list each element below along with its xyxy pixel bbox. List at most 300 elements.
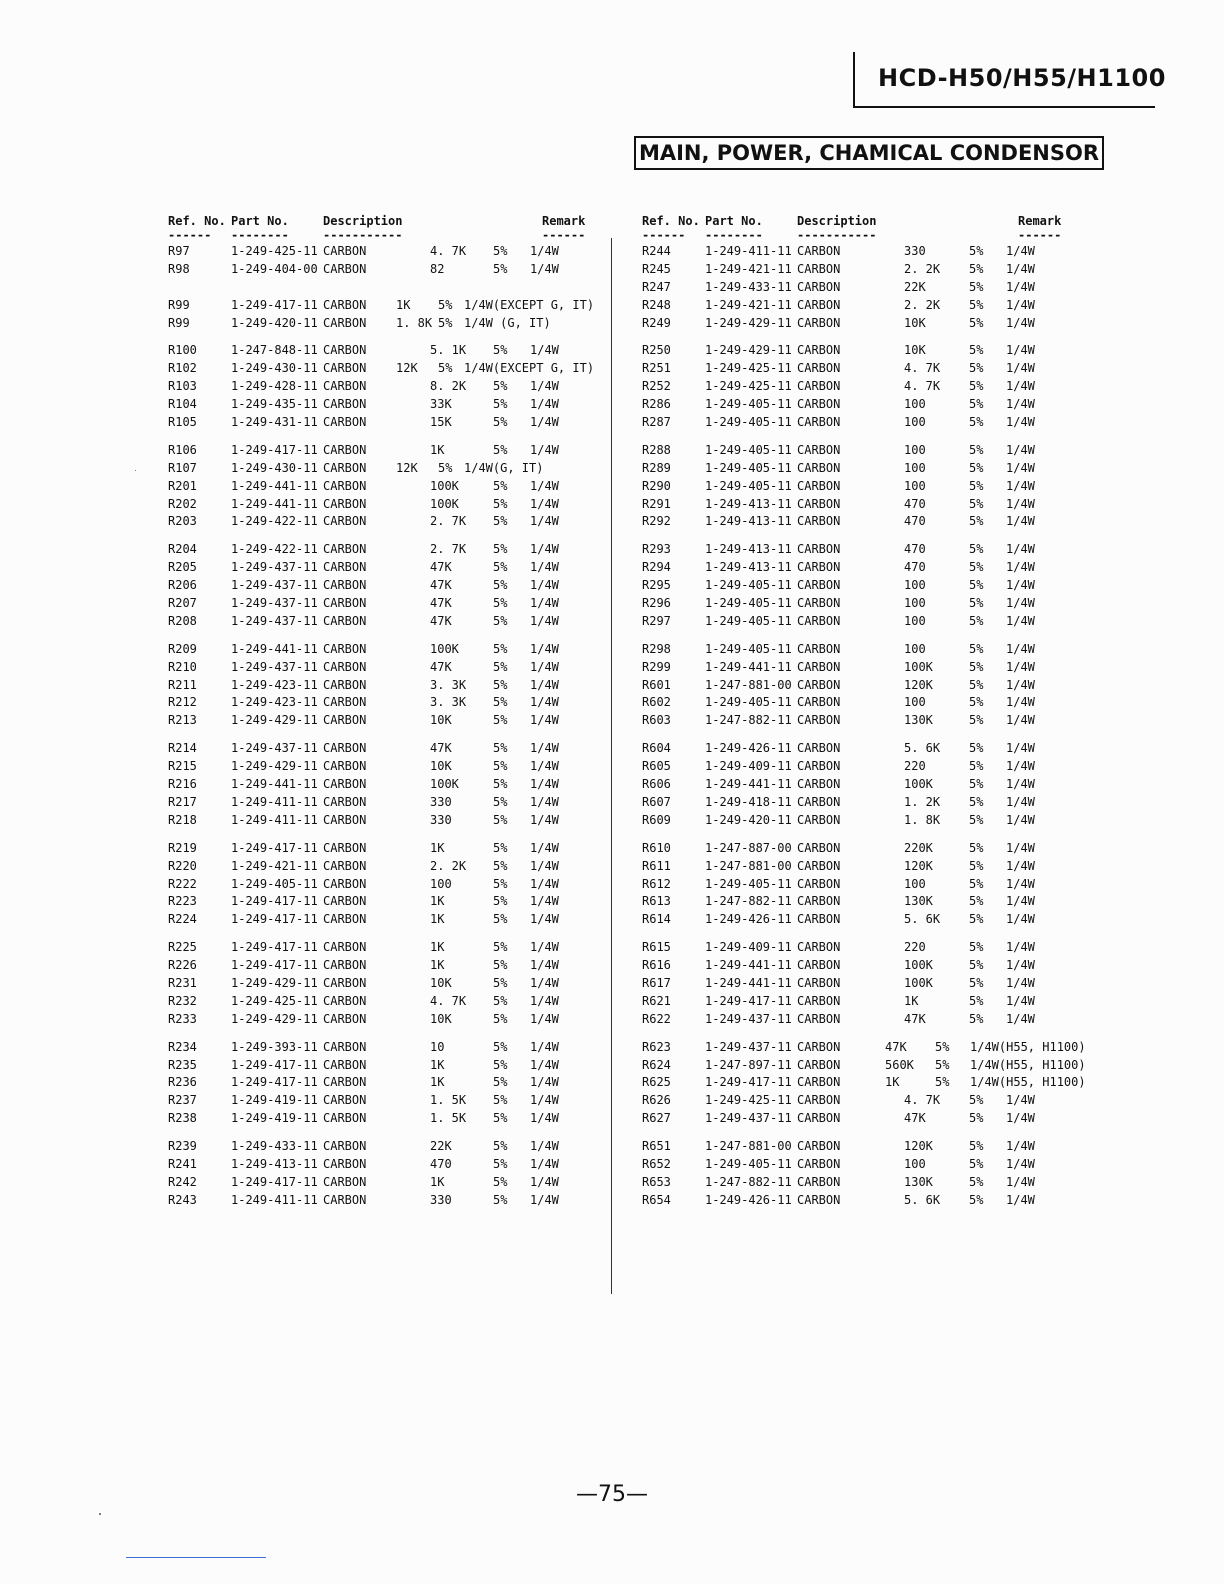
table-row xyxy=(642,1057,1086,1075)
cell-part: 1-249-409-11 xyxy=(705,940,792,955)
cell-rem: 1/4W xyxy=(1006,741,1035,756)
cell-tol: 5% xyxy=(493,958,508,973)
cell-rem: 1/4W xyxy=(530,596,559,611)
cell-val: 4. 7K xyxy=(430,993,467,1008)
cell-rem: 1/4W (G, IT) xyxy=(464,315,551,330)
cell-ref: R218 xyxy=(168,812,197,827)
cell-rem: 1/4W xyxy=(1006,840,1035,855)
row-group xyxy=(642,840,1082,929)
cell-tol: 5% xyxy=(493,244,508,258)
cell-val: 47K xyxy=(904,1111,926,1126)
model-title: HCD-H50/H55/H1100 xyxy=(878,64,1166,92)
cell-ref: R208 xyxy=(168,613,197,628)
cell-val: 120K xyxy=(904,858,933,873)
table-row xyxy=(168,876,608,894)
cell-desc: CARBON xyxy=(797,1156,841,1171)
cell-rem: 1/4W xyxy=(1006,876,1035,891)
cell-part: 1-249-437-11 xyxy=(705,1111,792,1126)
cell-ref: R232 xyxy=(168,993,197,1008)
cell-ref: R216 xyxy=(168,777,197,792)
cell-part: 1-249-422-11 xyxy=(231,514,318,529)
dash-description: ----------- xyxy=(797,228,877,242)
cell-rem: 1/4W xyxy=(1006,496,1035,511)
cell-tol: 5% xyxy=(438,297,453,312)
cell-part: 1-249-441-11 xyxy=(231,641,318,656)
cell-rem: 1/4W xyxy=(530,677,559,692)
table-row xyxy=(168,243,608,261)
cell-val: 470 xyxy=(904,514,926,529)
cell-ref: R299 xyxy=(642,659,671,674)
cell-desc: CARBON xyxy=(323,315,367,330)
cell-desc: CARBON xyxy=(323,1139,367,1154)
cell-val: 1K xyxy=(430,958,445,973)
cell-val: 560K xyxy=(885,1057,914,1072)
cell-desc: CARBON xyxy=(323,478,367,493)
cell-desc: CARBON xyxy=(323,975,367,990)
cell-desc: CARBON xyxy=(797,1111,841,1126)
cell-desc: CARBON xyxy=(797,677,841,692)
cell-rem: 1/4W xyxy=(1006,279,1035,294)
cell-tol: 5% xyxy=(969,379,984,394)
cell-rem: 1/4W xyxy=(530,415,559,430)
cell-tol: 5% xyxy=(969,975,984,990)
cell-val: 1K xyxy=(430,894,445,909)
table-row xyxy=(642,279,1082,297)
table-row xyxy=(168,577,608,595)
cell-rem: 1/4W xyxy=(530,1174,559,1189)
cell-rem: 1/4W xyxy=(530,442,559,457)
cell-tol: 5% xyxy=(969,858,984,873)
cell-ref: R654 xyxy=(642,1192,671,1207)
cell-rem: 1/4W xyxy=(530,858,559,873)
cell-ref: R601 xyxy=(642,677,671,692)
table-row xyxy=(168,478,608,496)
cell-val: 100K xyxy=(430,641,459,656)
cell-rem: 1/4W xyxy=(1006,958,1035,973)
table-row xyxy=(642,694,1082,712)
cell-part: 1-249-417-11 xyxy=(231,912,318,927)
table-row xyxy=(168,460,608,478)
cell-part: 1-249-429-11 xyxy=(705,315,792,330)
cell-ref: R250 xyxy=(642,343,671,358)
cell-part: 1-247-881-00 xyxy=(705,858,792,873)
cell-rem: 1/4W(H55, H1100) xyxy=(970,1075,1086,1090)
cell-ref: R100 xyxy=(168,343,197,358)
cell-ref: R203 xyxy=(168,514,197,529)
cell-part: 1-249-405-11 xyxy=(705,695,792,710)
table-row xyxy=(168,975,608,993)
cell-desc: CARBON xyxy=(323,578,367,593)
cell-ref: R102 xyxy=(168,361,197,376)
cell-desc: CARBON xyxy=(323,1075,367,1090)
cell-tol: 5% xyxy=(935,1039,950,1054)
cell-tol: 5% xyxy=(969,912,984,927)
cell-val: 33K xyxy=(430,397,452,412)
cell-tol: 5% xyxy=(969,542,984,557)
cell-desc: CARBON xyxy=(797,379,841,394)
cell-ref: R251 xyxy=(642,361,671,376)
cell-desc: CARBON xyxy=(797,713,841,728)
cell-val: 1K xyxy=(430,840,445,855)
cell-val: 330 xyxy=(430,812,452,827)
table-row xyxy=(642,460,1082,478)
cell-desc: CARBON xyxy=(323,442,367,457)
cell-ref: R611 xyxy=(642,858,671,873)
cell-ref: R295 xyxy=(642,578,671,593)
cell-part: 1-247-882-11 xyxy=(705,894,792,909)
cell-tol: 5% xyxy=(969,279,984,294)
cell-tol: 5% xyxy=(969,840,984,855)
cell-ref: R249 xyxy=(642,315,671,330)
cell-rem: 1/4W(H55, H1100) xyxy=(970,1039,1086,1054)
cell-val: 82 xyxy=(430,261,445,276)
dash-remark: ------ xyxy=(542,228,586,242)
cell-tol: 5% xyxy=(969,343,984,358)
cell-rem: 1/4W xyxy=(530,1111,559,1126)
cell-ref: R237 xyxy=(168,1093,197,1108)
cell-rem: 1/4W xyxy=(1006,677,1035,692)
cell-val: 220 xyxy=(904,759,926,774)
row-group xyxy=(168,840,608,929)
cell-val: 15K xyxy=(430,415,452,430)
cell-rem: 1/4W xyxy=(530,478,559,493)
cell-ref: R613 xyxy=(642,894,671,909)
cell-rem: 1/4W xyxy=(1006,596,1035,611)
parts-table-left xyxy=(168,214,608,1210)
cell-rem: 1/4W xyxy=(530,812,559,827)
cell-desc: CARBON xyxy=(797,912,841,927)
table-row xyxy=(168,858,608,876)
cell-ref: R609 xyxy=(642,812,671,827)
cell-rem: 1/4W xyxy=(530,613,559,628)
cell-tol: 5% xyxy=(493,1111,508,1126)
cell-desc: CARBON xyxy=(323,958,367,973)
cell-desc: CARBON xyxy=(797,560,841,575)
cell-val: 130K xyxy=(904,1174,933,1189)
cell-part: 1-249-411-11 xyxy=(231,812,318,827)
cell-rem: 1/4W xyxy=(1006,542,1035,557)
cell-desc: CARBON xyxy=(797,777,841,792)
cell-rem: 1/4W xyxy=(1006,858,1035,873)
cell-val: 10 xyxy=(430,1039,445,1054)
cell-tol: 5% xyxy=(969,297,984,312)
cell-ref: R614 xyxy=(642,912,671,927)
cell-ref: R288 xyxy=(642,442,671,457)
cell-desc: CARBON xyxy=(323,794,367,809)
cell-tol: 5% xyxy=(493,1139,508,1154)
cell-val: 100K xyxy=(904,975,933,990)
cell-desc: CARBON xyxy=(797,397,841,412)
cell-desc: CARBON xyxy=(323,397,367,412)
cell-part: 1-249-429-11 xyxy=(231,759,318,774)
cell-part: 1-247-881-00 xyxy=(705,677,792,692)
cell-part: 1-249-411-11 xyxy=(705,244,792,258)
cell-ref: R223 xyxy=(168,894,197,909)
cell-tol: 5% xyxy=(969,460,984,475)
cell-tol: 5% xyxy=(493,1057,508,1072)
cell-rem: 1/4W xyxy=(1006,613,1035,628)
cell-tol: 5% xyxy=(969,713,984,728)
table-row xyxy=(642,442,1082,460)
cell-desc: CARBON xyxy=(797,1093,841,1108)
cell-val: 47K xyxy=(430,613,452,628)
cell-val: 1K xyxy=(430,1057,445,1072)
cell-rem: 1/4W xyxy=(530,993,559,1008)
table-row xyxy=(168,342,608,360)
cell-part: 1-249-431-11 xyxy=(231,415,318,430)
cell-val: 130K xyxy=(904,713,933,728)
cell-rem: 1/4W xyxy=(1006,1111,1035,1126)
cell-tol: 5% xyxy=(493,1156,508,1171)
cell-part: 1-249-429-11 xyxy=(231,975,318,990)
cell-rem: 1/4W xyxy=(1006,1192,1035,1207)
table-row xyxy=(642,812,1082,830)
cell-val: 3. 3K xyxy=(430,695,467,710)
cell-ref: R290 xyxy=(642,478,671,493)
cell-part: 1-249-405-11 xyxy=(705,876,792,891)
cell-val: 1. 5K xyxy=(430,1093,467,1108)
cell-desc: CARBON xyxy=(323,261,367,276)
cell-val: 100K xyxy=(430,478,459,493)
cell-rem: 1/4W xyxy=(530,560,559,575)
cell-ref: R211 xyxy=(168,677,197,692)
cell-ref: R217 xyxy=(168,794,197,809)
cell-ref: R244 xyxy=(642,244,671,258)
cell-desc: CARBON xyxy=(797,894,841,909)
cell-desc: CARBON xyxy=(797,1039,841,1054)
dash-description: ----------- xyxy=(323,228,403,242)
cell-part: 1-249-437-11 xyxy=(231,578,318,593)
header-remark: Remark xyxy=(542,214,586,228)
cell-part: 1-249-426-11 xyxy=(705,1192,792,1207)
cell-desc: CARBON xyxy=(323,812,367,827)
cell-rem: 1/4W xyxy=(1006,442,1035,457)
cell-part: 1-249-418-11 xyxy=(705,794,792,809)
cell-part: 1-249-430-11 xyxy=(231,460,318,475)
cell-val: 100K xyxy=(904,777,933,792)
cell-desc: CARBON xyxy=(797,596,841,611)
cell-desc: CARBON xyxy=(323,415,367,430)
row-group xyxy=(168,641,608,730)
cell-ref: R204 xyxy=(168,542,197,557)
cell-ref: R297 xyxy=(642,613,671,628)
cell-ref: R239 xyxy=(168,1139,197,1154)
cell-tol: 5% xyxy=(493,1192,508,1207)
cell-val: 100K xyxy=(430,777,459,792)
table-row xyxy=(642,659,1082,677)
table-row xyxy=(642,414,1082,432)
cell-desc: CARBON xyxy=(797,542,841,557)
cell-desc: CARBON xyxy=(323,659,367,674)
cell-part: 1-249-417-11 xyxy=(231,940,318,955)
cell-ref: R201 xyxy=(168,478,197,493)
cell-desc: CARBON xyxy=(323,1057,367,1072)
cell-part: 1-247-882-11 xyxy=(705,1174,792,1189)
cell-tol: 5% xyxy=(493,496,508,511)
cell-part: 1-249-437-11 xyxy=(231,659,318,674)
cell-desc: CARBON xyxy=(797,478,841,493)
cell-val: 100 xyxy=(904,613,926,628)
cell-ref: R213 xyxy=(168,713,197,728)
cell-val: 10K xyxy=(904,315,926,330)
cell-val: 1K xyxy=(430,912,445,927)
cell-rem: 1/4W xyxy=(530,397,559,412)
cell-tol: 5% xyxy=(493,613,508,628)
cell-desc: CARBON xyxy=(323,460,367,475)
cell-desc: CARBON xyxy=(323,940,367,955)
cell-part: 1-249-441-11 xyxy=(231,496,318,511)
cell-ref: R617 xyxy=(642,975,671,990)
cell-part: 1-249-405-11 xyxy=(705,397,792,412)
cell-desc: CARBON xyxy=(797,659,841,674)
cell-val: 5. 1K xyxy=(430,343,467,358)
cell-desc: CARBON xyxy=(323,560,367,575)
cell-part: 1-247-887-00 xyxy=(705,840,792,855)
cell-ref: R104 xyxy=(168,397,197,412)
row-group xyxy=(168,1138,608,1210)
cell-part: 1-249-435-11 xyxy=(231,397,318,412)
cell-rem: 1/4W xyxy=(530,759,559,774)
table-row xyxy=(168,939,608,957)
cell-ref: R234 xyxy=(168,1039,197,1054)
cell-rem: 1/4W xyxy=(1006,460,1035,475)
table-row xyxy=(168,776,608,794)
cell-tol: 5% xyxy=(438,361,453,376)
cell-tol: 5% xyxy=(969,659,984,674)
cell-val: 8. 2K xyxy=(430,379,467,394)
cell-part: 1-249-417-11 xyxy=(231,958,318,973)
table-row xyxy=(642,840,1082,858)
cell-part: 1-249-404-00 xyxy=(231,261,318,276)
cell-part: 1-249-421-11 xyxy=(705,297,792,312)
cell-val: 100 xyxy=(904,397,926,412)
table-row xyxy=(168,1156,608,1174)
cell-tol: 5% xyxy=(969,397,984,412)
cell-tol: 5% xyxy=(493,794,508,809)
table-row xyxy=(168,840,608,858)
table-row xyxy=(642,876,1082,894)
cell-desc: CARBON xyxy=(797,1011,841,1026)
header-remark: Remark xyxy=(1018,214,1062,228)
cell-tol: 5% xyxy=(493,478,508,493)
table-row xyxy=(168,758,608,776)
dash-part: -------- xyxy=(705,228,763,242)
cell-desc: CARBON xyxy=(797,442,841,457)
cell-rem: 1/4W xyxy=(530,496,559,511)
cell-rem: 1/4W xyxy=(1006,695,1035,710)
cell-ref: R103 xyxy=(168,379,197,394)
cell-rem: 1/4W xyxy=(1006,1093,1035,1108)
header-horizontal-rule xyxy=(853,106,1155,108)
cell-ref: R615 xyxy=(642,940,671,955)
table-row xyxy=(168,513,608,531)
cell-tol: 5% xyxy=(969,514,984,529)
table-row xyxy=(168,1174,608,1192)
cell-tol: 5% xyxy=(493,542,508,557)
table-row xyxy=(642,396,1082,414)
table-row xyxy=(642,858,1082,876)
header-underline xyxy=(168,228,608,243)
cell-tol: 5% xyxy=(969,993,984,1008)
table-row xyxy=(642,712,1082,730)
cell-ref: R624 xyxy=(642,1057,671,1072)
cell-part: 1-249-405-11 xyxy=(231,876,318,891)
cell-tol: 5% xyxy=(969,940,984,955)
cell-val: 1. 5K xyxy=(430,1111,467,1126)
cell-desc: CARBON xyxy=(323,343,367,358)
cell-desc: CARBON xyxy=(323,244,367,258)
cell-tol: 5% xyxy=(969,641,984,656)
cell-desc: CARBON xyxy=(323,297,367,312)
cell-rem: 1/4W xyxy=(1006,379,1035,394)
table-row xyxy=(168,659,608,677)
cell-rem: 1/4W xyxy=(530,542,559,557)
header-part: Part No. xyxy=(705,214,763,228)
cell-rem: 1/4W xyxy=(530,1075,559,1090)
cell-desc: CARBON xyxy=(323,361,367,376)
cell-val: 4. 7K xyxy=(904,379,941,394)
cell-desc: CARBON xyxy=(797,261,841,276)
cell-rem: 1/4W xyxy=(1006,478,1035,493)
cell-tol: 5% xyxy=(493,777,508,792)
cell-part: 1-249-441-11 xyxy=(705,777,792,792)
table-row xyxy=(642,677,1082,695)
cell-desc: CARBON xyxy=(797,794,841,809)
cell-val: 100K xyxy=(904,659,933,674)
cell-ref: R652 xyxy=(642,1156,671,1171)
cell-part: 1-249-429-11 xyxy=(231,713,318,728)
cell-rem: 1/4W xyxy=(1006,297,1035,312)
cell-val: 1. 8K xyxy=(904,812,941,827)
cell-desc: CARBON xyxy=(323,641,367,656)
table-row xyxy=(642,993,1082,1011)
cell-val: 100 xyxy=(904,596,926,611)
cell-tol: 5% xyxy=(493,379,508,394)
cell-ref: R298 xyxy=(642,641,671,656)
row-group xyxy=(642,243,1082,332)
cell-part: 1-249-429-11 xyxy=(705,343,792,358)
cell-ref: R603 xyxy=(642,713,671,728)
cell-val: 4. 7K xyxy=(904,1093,941,1108)
cell-rem: 1/4W xyxy=(1006,759,1035,774)
cell-ref: R289 xyxy=(642,460,671,475)
table-row xyxy=(642,758,1082,776)
cell-part: 1-249-437-11 xyxy=(231,560,318,575)
cell-part: 1-249-413-11 xyxy=(705,542,792,557)
cell-desc: CARBON xyxy=(797,858,841,873)
cell-tol: 5% xyxy=(969,894,984,909)
table-row xyxy=(168,279,608,297)
scan-speck xyxy=(99,1513,101,1515)
cell-rem: 1/4W xyxy=(1006,343,1035,358)
cell-ref: R604 xyxy=(642,741,671,756)
table-row xyxy=(642,939,1082,957)
cell-part: 1-249-441-11 xyxy=(705,659,792,674)
table-row xyxy=(168,993,608,1011)
cell-desc: CARBON xyxy=(323,677,367,692)
cell-desc: CARBON xyxy=(797,279,841,294)
cell-rem: 1/4W xyxy=(1006,794,1035,809)
cell-desc: CARBON xyxy=(323,1093,367,1108)
cell-ref: R210 xyxy=(168,659,197,674)
cell-rem: 1/4W xyxy=(530,713,559,728)
cell-rem: 1/4W xyxy=(530,1011,559,1026)
cell-part: 1-249-433-11 xyxy=(705,279,792,294)
cell-part: 1-249-429-11 xyxy=(231,1011,318,1026)
cell-desc: CARBON xyxy=(323,1174,367,1189)
table-row xyxy=(168,595,608,613)
row-group xyxy=(168,939,608,1028)
